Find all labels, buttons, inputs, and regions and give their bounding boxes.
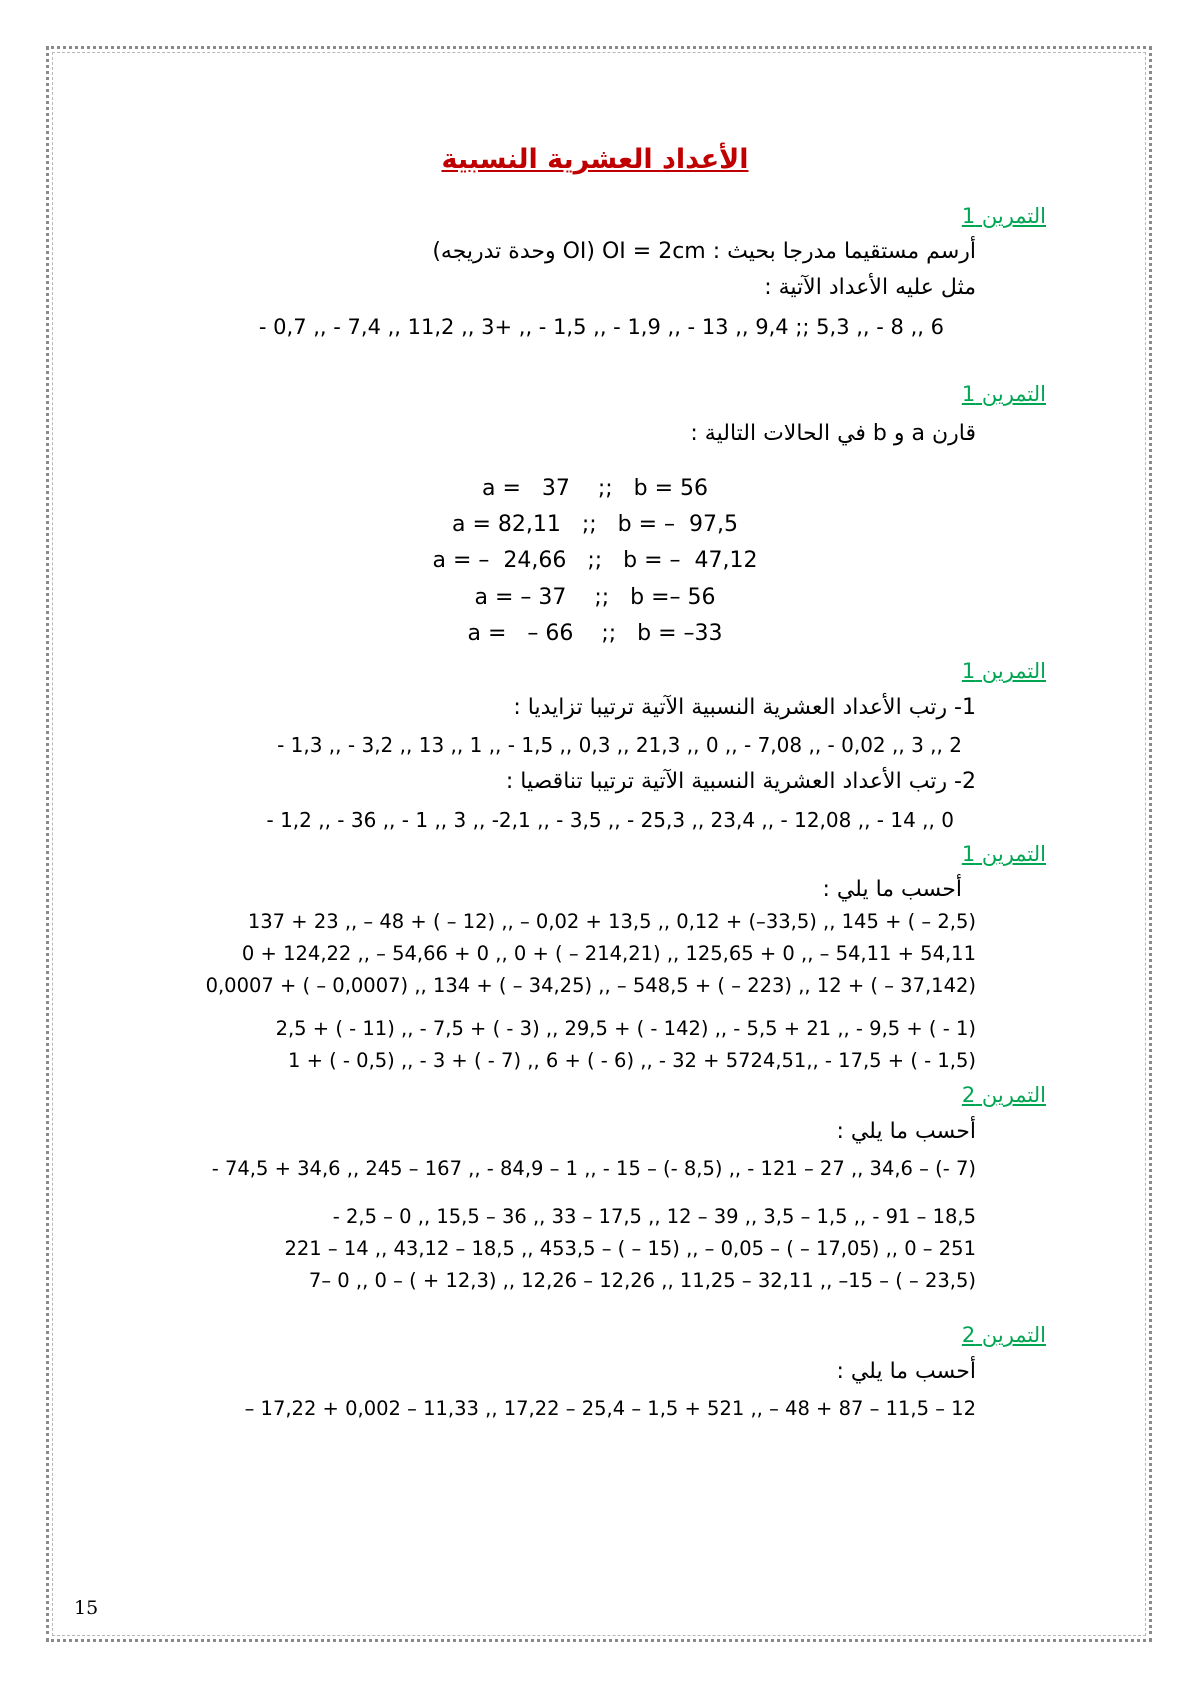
exercise-3-heading: التمرين 1 — [961, 659, 1046, 683]
exercise-4-row: 54,11 + 54,11 – ,, 0 + 125,65 ,, (214,21 – ) + 0 ,, 0 + 54,66 – ,, 124,22 + 0 — [241, 942, 976, 965]
exercise-5-row: 251 – 0 ,, (17,05 – ) – 0,05 – ,, (15 – ) – 453,5 ,, 18,5 – 43,12 ,, 14 – 221 — [284, 1237, 976, 1260]
exercise-4-row: (1 - ) + 9,5 - ,, 21 + 5,5 - ,, (142 - ) + 29,5 ,, (3 - ) + 7,5 - ,, (11 - ) + 2,5 — [275, 1017, 976, 1040]
exercise-2-heading: التمرين 1 — [961, 382, 1046, 406]
comparison-pair: a = 37 ;; b = 56 — [481, 476, 709, 501]
exercise-6-instruction: أحسب ما يلي : — [836, 1359, 976, 1384]
comparison-pair: a = – 24,66 ;; b = – 47,12 — [432, 548, 758, 573]
exercise-4-row: (2,5 – ) + 145 ,, (33,5–) + 0,12 ,, 13,5 + 0,02 – ,, (12 – ) + 48 – ,, 23 + 137 — [247, 910, 976, 933]
exercise-6-row: 12 – 11,5 – 87 + 48 – ,, 521 + 1,5 – 25,4 – 17,22 ,, 11,33 – 0,002 + 17,22 – — [244, 1397, 976, 1420]
exercise-3-numbers-2: 0 ,, 14 - ,, 12,08 - ,, 23,4 ,, 25,3 - ,, 3,5 - ,, 2,1- ,, 3 ,, 1 - ,, 36 - ,, 1,2 - — [266, 808, 954, 832]
exercise-3-instruction-1: 1- رتب الأعداد العشرية النسبية الآتية ترتيبا تزايديا : — [513, 695, 976, 720]
exercise-3-instruction-2: 2- رتب الأعداد العشرية النسبية الآتية ترتيبا تناقصيا : — [505, 769, 976, 794]
exercise-5-row: (7 -) – 34,6 ,, 27 – 121 - ,, (8,5 -) – 15 - ,, 1 – 84,9 - ,, 167 – 245 ,, 34,6 + 74,5 - — [211, 1157, 976, 1180]
exercise-4-row: (1,5 - ) + 17,5 - ,,5724,51 + 32 - ,, (6 - ) + 6 ,, (7 - ) + 3 - ,, (0,5 - ) + 1 — [287, 1049, 976, 1072]
exercise-5-row: (23,5 – ) – 15– ,, 32,11 – 11,25 ,, 12,26 – 12,26 ,, (12,3 + ) – 0 ,, 0 –7 — [308, 1269, 976, 1292]
exercise-1-heading: التمرين 1 — [961, 204, 1046, 228]
exercise-2-instruction: قارن a و b في الحالات التالية : — [690, 421, 976, 446]
exercise-1-numbers: 6 ,, 8 - ,, 5,3 ;; 9,4 ,, 13 - ,, 1,9 - ,, 1,5 - ,, +3 ,, 11,2 ,, 7,4 - ,, 0,7 - — [258, 315, 944, 339]
exercise-1-instruction-1: أرسم مستقيما مدرجا بحيث : OI = 2cm (OI وحدة تدريجه) — [432, 239, 976, 264]
comparison-pair: a = – 37 ;; b =– 56 — [474, 585, 716, 610]
exercise-3-numbers-1: 2 ,, 3 ,, 0,02 - ,, 7,08 - ,, 0 ,, 21,3 ,, 0,3 ,, 1,5 - ,, 1 ,, 13 ,, 3,2 - ,, 1,3 - — [277, 733, 962, 757]
exercise-6-heading: التمرين 2 — [961, 1323, 1046, 1347]
exercise-4-row: (37,142 – ) + 12 ,, (223 – ) + 548,5 – ,, (34,25 – ) + 134 ,, (0,0007 – ) + 0,0007 — [205, 974, 976, 997]
page-number: 15 — [74, 1597, 99, 1619]
comparison-pair: a = – 66 ;; b = –33 — [467, 621, 723, 646]
exercise-5-instruction: أحسب ما يلي : — [836, 1119, 976, 1144]
exercise-5-row: 18,5 – 91 - ,, 1,5 – 3,5 ,, 39 – 12 ,, 17,5 – 33 ,, 36 – 15,5 ,, 0 – 2,5 - — [332, 1205, 976, 1228]
comparison-pair: a = 82,11 ;; b = – 97,5 — [451, 512, 739, 537]
page-title: الأعداد العشرية النسبية — [441, 144, 749, 175]
exercise-5-heading: التمرين 2 — [961, 1083, 1046, 1107]
exercise-4-instruction: أحسب ما يلي : — [822, 877, 962, 902]
exercise-1-instruction-2: مثل عليه الأعداد الآتية : — [764, 275, 976, 300]
exercise-4-heading: التمرين 1 — [961, 842, 1046, 866]
